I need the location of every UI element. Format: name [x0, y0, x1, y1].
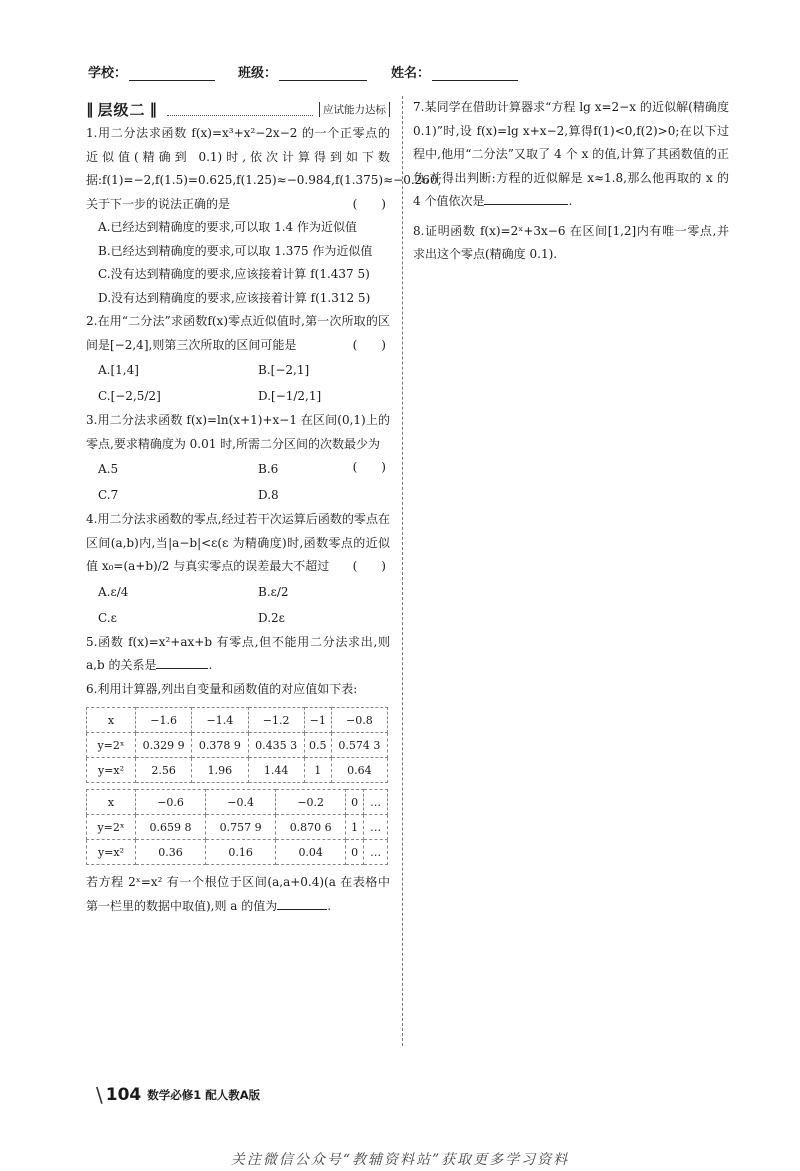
table-cell: … — [364, 790, 388, 815]
school-field — [88, 62, 215, 81]
school-blank — [129, 66, 215, 81]
name-label: 姓名： — [391, 66, 431, 81]
section-tag: 应试能力达标 — [319, 102, 390, 117]
book-title: 数学必修1 配人教A版 — [147, 1088, 261, 1102]
options-row — [86, 605, 390, 631]
school-label: 学校： — [88, 66, 128, 81]
section-bars-start: ‖ — [86, 100, 94, 118]
table-cell: 0.5 — [304, 733, 331, 758]
question-5-stem: 5.函数 f(x)=x²+ax+b 有零点,但不能用二分法求出,则 a,b 的关系是 . — [86, 634, 390, 672]
option-c: C.[−2,5/2] — [98, 389, 161, 403]
option-c: C.没有达到精确度的要求,应该接着计算 f(1.437 5) — [98, 267, 370, 281]
class-label: 班级： — [238, 66, 278, 81]
table-cell: −0.6 — [136, 790, 206, 815]
table-cell: 1 — [304, 758, 331, 783]
answer-blank — [277, 897, 327, 910]
option-d: D.没有达到精确度的要求,应该接着计算 f(1.312 5) — [98, 290, 371, 305]
option-d: D.2ε — [258, 610, 285, 625]
table-cell: 0.36 — [136, 840, 206, 865]
table-cell: 1.96 — [192, 758, 248, 783]
table-cell: 0.16 — [206, 840, 276, 865]
table-cell: −1.6 — [136, 708, 192, 733]
options-row — [86, 579, 390, 605]
option-c: C.7 — [98, 488, 119, 502]
table-cell: 1.44 — [248, 758, 304, 783]
right-column — [413, 96, 729, 267]
table-cell: 0.64 — [331, 758, 387, 783]
answer-paren: ( ) — [352, 196, 386, 211]
question-1-stem: 1.用二分法求函数 f(x)=x³+x²−2x−2 的一个正零点的近似值(精确到 0.1)时,依次计算得到如下数据:f(1)=−2,f(1.5)=0.625,f(1.25)≈−0.984,f(1.375)≈−0.260,关于下一步的说法正确的是 ( ) — [86, 122, 390, 216]
question-5 — [86, 631, 390, 678]
table-cell: −1.4 — [192, 708, 248, 733]
name-blank — [432, 66, 518, 81]
footer-slash: \ — [96, 1083, 103, 1107]
option-a: A.[1,4] — [98, 363, 139, 377]
class-blank — [279, 66, 367, 81]
table-cell: y=2ˣ — [87, 815, 136, 840]
table-cell: −1 — [304, 708, 331, 733]
options-row — [86, 383, 390, 409]
options-row — [86, 482, 390, 508]
option-a: A.已经达到精确度的要求,可以取 1.4 作为近似值 — [98, 220, 358, 234]
table-cell: x — [87, 708, 136, 733]
table-cell: y=2ˣ — [87, 733, 136, 758]
table-cell: 1 — [346, 815, 364, 840]
name-field — [391, 62, 518, 81]
answer-paren: ( ) — [352, 337, 386, 352]
option-b: B.ε/2 — [258, 584, 289, 599]
table-cell: 0.04 — [276, 840, 346, 865]
section-bars-end: ‖ — [149, 100, 158, 118]
table-row-x — [87, 790, 388, 815]
table-cell: … — [364, 840, 388, 865]
question-6-stem: 6.利用计算器,列出自变量和函数值的对应值如下表: — [86, 681, 358, 696]
table-row-y1 — [87, 733, 388, 758]
option-b: B.已经达到精确度的要求,可以取 1.375 作为近似值 — [98, 243, 373, 258]
table-cell: −1.2 — [248, 708, 304, 733]
table-cell: 0 — [346, 790, 364, 815]
question-2-stem: 2.在用“二分法”求函数f(x)零点近似值时,第一次所取的区间是[−2,4],则第三次所取的区间可能是 ( ) — [86, 310, 390, 357]
class-field — [238, 62, 367, 81]
left-column — [86, 96, 442, 918]
page-footer — [96, 1083, 260, 1107]
options-row — [86, 357, 390, 383]
option-b: B.6 — [258, 462, 279, 476]
value-table-2 — [86, 789, 388, 865]
answer-blank — [484, 192, 568, 205]
option-d: D.[−1/2,1] — [258, 389, 322, 403]
value-table-1 — [86, 707, 388, 783]
question-4 — [86, 508, 390, 631]
table-row-y2 — [87, 758, 388, 783]
table-cell: −0.2 — [276, 790, 346, 815]
question-8 — [413, 220, 729, 267]
option-b: B.[−2,1] — [258, 363, 310, 377]
section-dots — [167, 103, 313, 116]
section-title: 层级二 — [97, 100, 146, 119]
question-6 — [86, 678, 390, 919]
answer-paren: ( ) — [352, 559, 386, 573]
question-3-stem: 3.用二分法求函数 f(x)=ln(x+1)+x−1 在区间(0,1)上的零点,要求精确度为 0.01 时,所需二分区间的次数最少为 ( ) — [86, 409, 390, 456]
table-cell: x — [87, 790, 136, 815]
section-header — [86, 96, 390, 122]
option-a: A.5 — [98, 462, 119, 476]
table-cell: 0.757 9 — [206, 815, 276, 840]
table-row-y2 — [87, 840, 388, 865]
table-cell: 0.870 6 — [276, 815, 346, 840]
question-4-stem: 4.用二分法求函数的零点,经过若干次运算后函数的零点在区间(a,b)内,当|a−b|<ε(ε 为精确度)时,函数零点的近似值 x₀=(a+b)/2 与真实零点的误差最大不超过 ( ) — [86, 508, 390, 579]
question-3 — [86, 409, 390, 508]
table-cell: −0.4 — [206, 790, 276, 815]
question-7-stem: 7.某同学在借助计算器求“方程 lg x=2−x 的近似解(精确度 0.1)”时,设 f(x)=lg x+x−2,算得f(1)<0,f(2)>0;在以下过程中,他用“二分法”又取了 4 个 x 的值,计算了其函数值的正负,并得出判断:方程的近似解是 x≈1.8,那么他再取的 x 的 4 个值依次是 . — [413, 100, 729, 208]
question-8-stem: 8.证明函数 f(x)=2ˣ+3x−6 在区间[1,2]内有唯一零点,并求出这个零点(精确度 0.1). — [413, 223, 729, 261]
table-row-x — [87, 708, 388, 733]
table-cell: 0 — [346, 840, 364, 865]
option-a: A.ε/4 — [98, 584, 129, 599]
table-cell: 0.435 3 — [248, 733, 304, 758]
question-1 — [86, 122, 442, 310]
table-row-y1 — [87, 815, 388, 840]
options-row — [86, 456, 353, 482]
table-cell: 0.378 9 — [192, 733, 248, 758]
table-cell: … — [364, 815, 388, 840]
table-cell: y=x² — [87, 840, 136, 865]
column-divider — [402, 96, 403, 1046]
question-2 — [86, 310, 390, 409]
question-7 — [413, 96, 729, 214]
table-cell: −0.8 — [331, 708, 387, 733]
option-d: D.8 — [258, 488, 279, 502]
table-cell: 0.659 8 — [136, 815, 206, 840]
table-cell: 0.574 3 — [331, 733, 387, 758]
table-cell: 0.329 9 — [136, 733, 192, 758]
page-number: 104 — [105, 1085, 142, 1105]
answer-blank — [156, 656, 208, 669]
table-cell: 2.56 — [136, 758, 192, 783]
question-6-tail: 若方程 2ˣ=x² 有一个根位于区间(a,a+0.4)(a 在表格中第一栏里的数据中取值),则 a 的值为 . — [86, 875, 390, 913]
student-info-header — [88, 62, 728, 86]
option-c: C.ε — [98, 610, 117, 625]
table-cell: y=x² — [87, 758, 136, 783]
watermark-text: 关注微信公众号“教辅资料站”获取更多学习资料 — [230, 1152, 570, 1168]
answer-paren: ( ) — [352, 460, 386, 474]
